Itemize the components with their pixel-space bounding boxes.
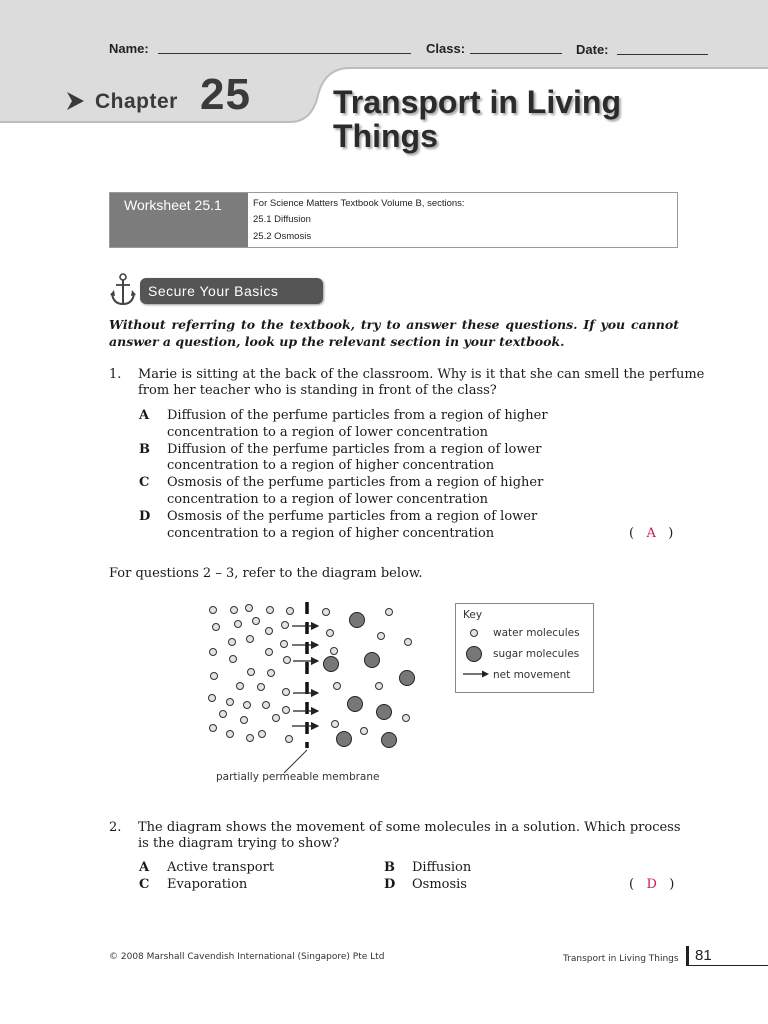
- q2-number: 2.: [109, 820, 122, 835]
- q2-text-line1: The diagram shows the movement of some molecules in a solution. Which process: [138, 820, 681, 835]
- date-line[interactable]: [617, 54, 708, 55]
- page-title-line2: Things: [333, 118, 438, 154]
- copyright: © 2008 Marshall Cavendish International (Singapore) Pte Ltd: [109, 952, 385, 962]
- worksheet-label: Worksheet 25.1: [124, 197, 222, 213]
- worksheet-ref-title: For Science Matters Textbook Volume B, sections:: [253, 198, 465, 209]
- q1-option-c-letter: C: [139, 475, 150, 490]
- q2-answer-bracket[interactable]: ( D ): [629, 877, 675, 892]
- q1-option-d-letter: D: [139, 509, 151, 524]
- q2-option-a-letter: A: [139, 860, 150, 875]
- q1-option-b-line2[interactable]: concentration to a region of higher concentration: [167, 458, 495, 473]
- date-label: Date:: [576, 42, 609, 57]
- q1-answer: A: [646, 526, 656, 541]
- membrane-leader-line: [284, 750, 307, 773]
- class-line[interactable]: [470, 53, 562, 54]
- anchor-icon: [109, 273, 137, 307]
- name-label: Name:: [109, 41, 149, 56]
- chapter-number: 25: [200, 70, 251, 119]
- page-number: 81: [695, 947, 712, 964]
- q2-option-d-text[interactable]: Osmosis: [412, 877, 467, 892]
- q2-answer: D: [646, 877, 657, 892]
- q2-option-c-text[interactable]: Evaporation: [167, 877, 248, 892]
- q2-option-b-text[interactable]: Diffusion: [412, 860, 472, 875]
- key-water-label: water molecules: [493, 627, 580, 639]
- instructions: Without referring to the textbook, try to answer these questions. If you cannot answer a question, look up the relevant section in your textbook.: [109, 317, 679, 349]
- q1-option-d-line2[interactable]: concentration to a region of higher concentration: [167, 526, 495, 541]
- q2-option-d-letter: D: [384, 877, 396, 892]
- q1-option-a-line1[interactable]: Diffusion of the perfume particles from a region of higher: [167, 408, 548, 423]
- q1-option-d-line1[interactable]: Osmosis of the perfume particles from a region of lower: [167, 509, 538, 524]
- running-title: Transport in Living Things: [563, 954, 679, 964]
- chapter-word: Chapter: [95, 90, 178, 113]
- footer-divider: [686, 946, 689, 966]
- q2-option-a-text[interactable]: Active transport: [167, 860, 275, 875]
- q1-answer-bracket[interactable]: ( A ): [629, 526, 674, 541]
- q2-text-line2: is the diagram trying to show?: [138, 836, 340, 851]
- key-sugar-icon: [465, 645, 483, 663]
- key-arrow-icon: [462, 669, 490, 679]
- q1-option-b-line1[interactable]: Diffusion of the perfume particles from a region of lower: [167, 442, 542, 457]
- q1-number: 1.: [109, 367, 122, 382]
- key-title: Key: [463, 609, 483, 621]
- name-line[interactable]: [158, 53, 411, 54]
- q1-text-line2: from her teacher who is standing in front of the class?: [138, 383, 497, 398]
- key-sugar-label: sugar molecules: [493, 648, 580, 660]
- q1-option-c-line1[interactable]: Osmosis of the perfume particles from a region of higher: [167, 475, 544, 490]
- badge-label: Secure Your Basics: [148, 283, 279, 299]
- chevron-icon: [64, 90, 86, 112]
- net-movement-arrows: [292, 626, 318, 726]
- membrane-label: partially permeable membrane: [216, 771, 380, 783]
- diagram-key: [455, 603, 594, 693]
- q2-option-c-letter: C: [139, 877, 150, 892]
- secure-basics-badge: [140, 278, 323, 304]
- water-molecules: [209, 605, 412, 743]
- q1-option-b-letter: B: [139, 442, 150, 457]
- worksheet-label-panel: [110, 193, 248, 247]
- q2-option-b-letter: B: [384, 860, 395, 875]
- worksheet-section-2: 25.2 Osmosis: [253, 231, 312, 242]
- footer-rule: [689, 965, 768, 966]
- refer-text: For questions 2 – 3, refer to the diagram below.: [109, 566, 423, 581]
- q1-option-a-line2[interactable]: concentration to a region of lower concentration: [167, 425, 489, 440]
- class-label: Class:: [426, 41, 466, 56]
- page-title-line1: Transport in Living: [333, 84, 622, 120]
- key-net-label: net movement: [493, 669, 571, 681]
- worksheet-section-1: 25.1 Diffusion: [253, 214, 311, 225]
- worksheet-box: [109, 192, 678, 248]
- q1-text-line1: Marie is sitting at the back of the classroom. Why is it that she can smell the perfume: [138, 367, 705, 382]
- q1-option-c-line2[interactable]: concentration to a region of lower concentration: [167, 492, 489, 507]
- key-water-icon: [468, 627, 480, 639]
- q1-option-a-letter: A: [139, 408, 150, 423]
